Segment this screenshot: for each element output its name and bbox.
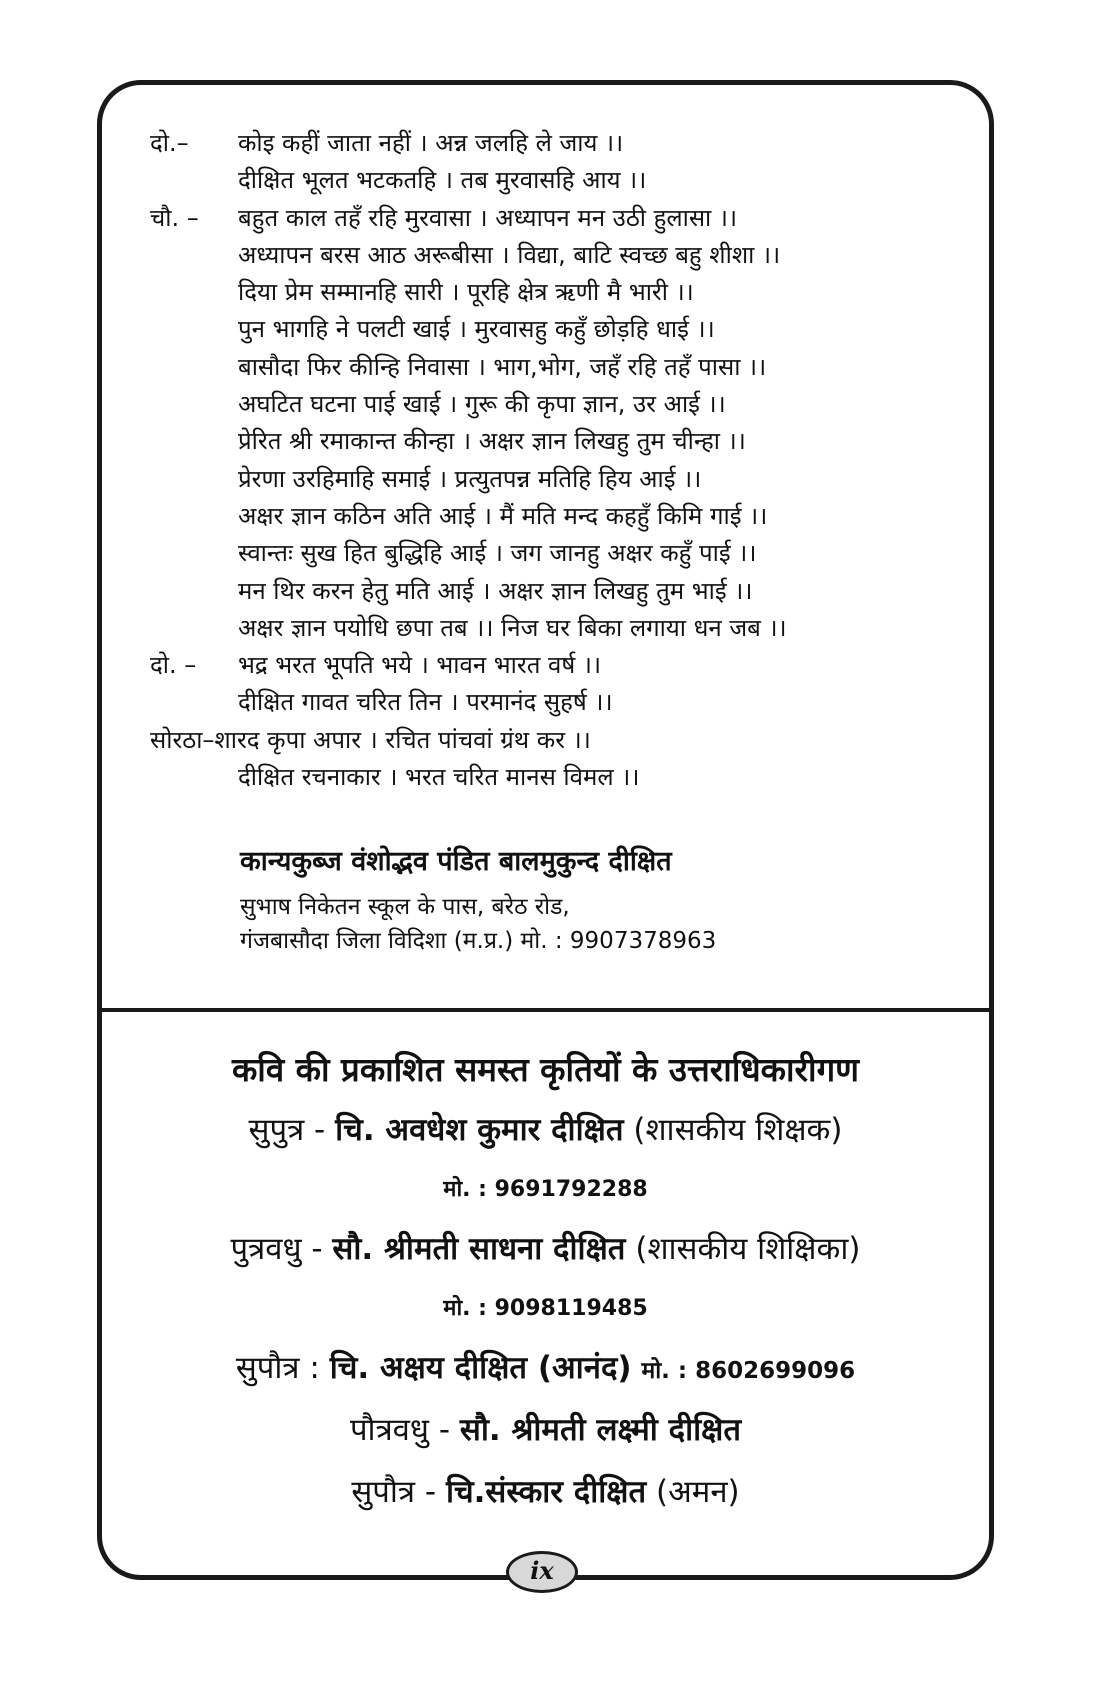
verse-label: दो.–	[150, 129, 189, 157]
verse-line	[150, 684, 970, 721]
verse-line	[150, 423, 970, 460]
verse-label: चौ. –	[150, 203, 199, 232]
verse-line	[150, 610, 970, 647]
verse-text: कोइ कहीं जाता नहीं । अन्न जलहि ले जाय ।।	[238, 129, 624, 157]
verse-block	[150, 125, 970, 796]
verse-text: अक्षर ज्ञान पयोधि छपा तब ।। निज घर बिका लगाया धन जब ।।	[238, 613, 787, 642]
heir-role: (शासकीय शिक्षक)	[633, 1112, 843, 1148]
verse-text: स्वान्तः सुख हित बुद्धिहि आई । जग जानहु अक्षर कहुँ पाई ।।	[238, 539, 757, 568]
heir-relation: सुपौत्र :	[235, 1350, 320, 1386]
verse-text: अध्यापन बरस आठ अरूबीसा । विद्या, बाटि स्वच्छ बहु शीशा ।।	[238, 240, 781, 269]
page-number: ix	[506, 1551, 578, 1593]
heir-daughter-in-law	[102, 1227, 989, 1289]
heir-name: सौ. श्रीमती लक्ष्मी दीक्षित	[459, 1412, 742, 1448]
verse-line	[150, 386, 970, 423]
verse-text: बासौदा फिर कीन्हि निवासा । भाग,भोग, जहँ रहि तहँ पासा ।।	[238, 352, 767, 381]
verse-line	[150, 162, 970, 199]
verse-line	[150, 647, 970, 684]
heir-name: चि.संस्कार दीक्षित	[445, 1474, 647, 1510]
verse-text: पुन भागहि ने पलटी खाई । मुरवासहु कहुँ छोड़हि धाई ।।	[238, 315, 715, 344]
verse-text: अघटित घटना पाई खाई । गुरू की कृपा ज्ञान, उर आई ।।	[238, 390, 726, 419]
verse-line	[150, 573, 970, 610]
heir-relation: सुपौत्र -	[351, 1474, 437, 1510]
section-divider	[102, 1008, 989, 1012]
poet-name: कान्यकुब्ज वंशोद्भव पंडित बालमुकुन्द दीक्षित	[240, 846, 672, 877]
heir-role: (शासकीय शिक्षिका)	[635, 1231, 861, 1267]
page-frame	[97, 80, 994, 1580]
verse-text: अक्षर ज्ञान कठिन अति आई । मैं मति मन्द कहहुँ किमि गाई ।।	[238, 501, 768, 530]
verse-text: भद्र भरत भूपति भये । भावन भारत वर्ष ।।	[238, 651, 602, 680]
poet-address-contact: गंजबासौदा जिला विदिशा (म.प्र.) मो. : 9907378963	[240, 928, 717, 954]
verse-line	[150, 461, 970, 498]
heir-relation: पौत्रवधु -	[349, 1412, 451, 1448]
verse-text: बहुत काल तहँ रहि मुरवासा । अध्यापन मन उठी हुलासा ।।	[238, 203, 738, 232]
verse-text: मन थिर करन हेतु मति आई । अक्षर ज्ञान लिखहु तुम भाई ।।	[238, 576, 753, 605]
verse-line	[150, 274, 970, 311]
verse-text: प्रेरणा उरहिमाहि समाई । प्रत्युतपन्न मतिहि हिय आई ।।	[238, 464, 702, 493]
verse-line	[150, 498, 970, 535]
heirs-section	[102, 1040, 989, 1532]
verse-line	[150, 311, 970, 348]
verse-line	[150, 200, 970, 237]
poet-info	[240, 842, 940, 958]
heir-phone: मो. : 8602699096	[641, 1358, 856, 1384]
verse-text: दीक्षित भूलत भटकतहि । तब मुरवासहि आय ।।	[238, 166, 647, 195]
poet-address: सुभाष निकेतन स्कूल के पास, बरेठ रोड,	[240, 894, 570, 920]
verse-label: दो. –	[150, 651, 197, 680]
heir-alias: (अमन)	[656, 1474, 740, 1510]
heir-grandson-2	[102, 1470, 989, 1532]
heirs-title: कवि की प्रकाशित समस्त कृतियों के उत्तराधिकारीगण	[231, 1050, 860, 1089]
heir-grandson	[102, 1346, 989, 1408]
heir-phone: मो. : 9098119485	[443, 1296, 648, 1321]
verse-text: दिया प्रेम सम्मानहि सारी । पूरहि क्षेत्र ऋणी मै भारी ।।	[238, 278, 694, 307]
heir-relation: सुपुत्र -	[248, 1112, 326, 1148]
verse-text: प्रेरित श्री रमाकान्त कीन्हा । अक्षर ज्ञान लिखहु तुम चीन्हा ।।	[238, 427, 746, 456]
verse-line	[150, 535, 970, 572]
verse-line	[150, 349, 970, 386]
heir-name: सौ. श्रीमती साधना दीक्षित	[332, 1231, 626, 1267]
verse-text: सोरठा–शारद कृपा अपार । रचित पांचवां ग्रंथ कर ।।	[150, 725, 591, 754]
heir-name: चि. अवधेश कुमार दीक्षित	[335, 1112, 624, 1148]
verse-line	[150, 125, 970, 162]
verse-text: दीक्षित रचनाकार । भरत चरित मानस विमल ।।	[238, 763, 640, 792]
heir-son	[102, 1108, 989, 1170]
heir-phone: मो. : 9691792288	[443, 1177, 648, 1202]
verse-line	[150, 759, 970, 796]
verse-line	[150, 237, 970, 274]
heir-relation: पुत्रवधु -	[230, 1231, 323, 1267]
heir-name: चि. अक्षय दीक्षित (आनंद)	[329, 1350, 632, 1386]
heir-granddaughter-in-law	[102, 1408, 989, 1470]
verse-line	[150, 722, 970, 759]
verse-text: दीक्षित गावत चरित तिन । परमानंद सुहर्ष ।।	[238, 688, 613, 717]
